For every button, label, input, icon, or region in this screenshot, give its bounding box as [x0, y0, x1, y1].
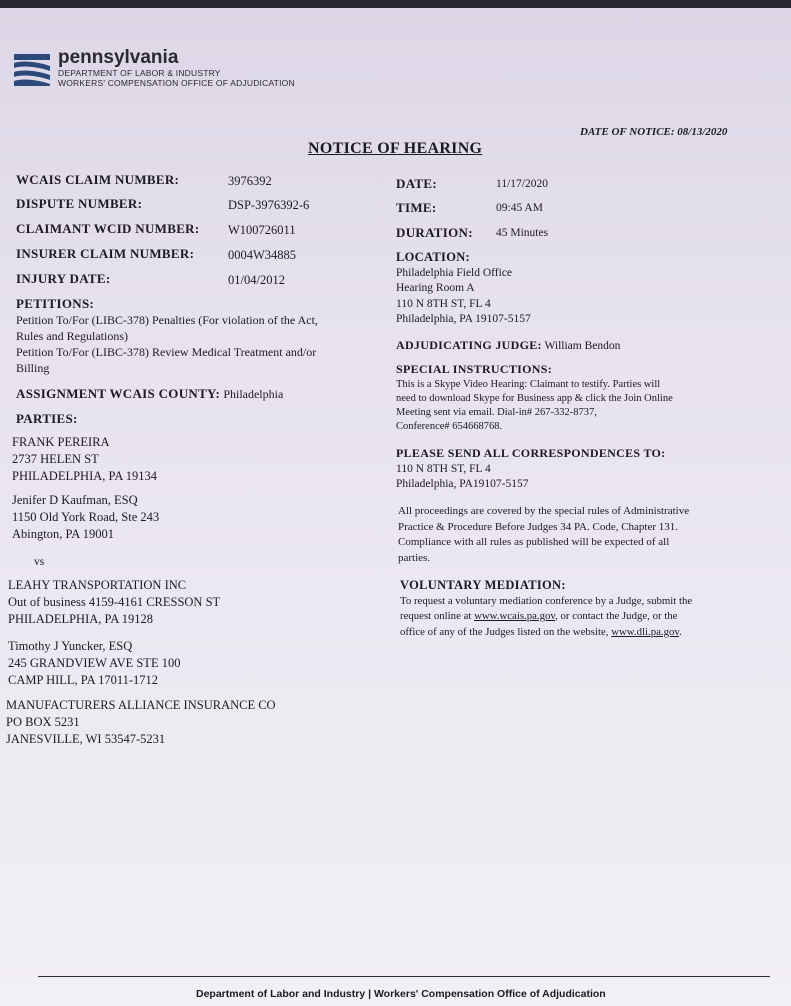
- assignment-county: [16, 385, 283, 403]
- rules-line: parties.: [398, 551, 431, 564]
- wcais-claim-value: 3976392: [228, 174, 272, 188]
- petitions-section: [16, 295, 391, 376]
- address-line: Abington, PA 19001: [12, 527, 114, 541]
- address-line: FRANK PEREIRA: [12, 435, 110, 449]
- employer-counsel-address: [8, 638, 180, 689]
- dli-link[interactable]: www.dli.pa.gov: [611, 625, 680, 638]
- petitions-heading: PETITIONS:: [16, 296, 95, 311]
- address-line: Timothy J Yuncker, ESQ: [8, 639, 133, 653]
- logo-state-name: pennsylvania: [58, 47, 179, 68]
- location-line: Hearing Room A: [396, 282, 475, 294]
- footer-text: Department of Labor and Industry | Workers' Compensation Office of Adjudication: [196, 988, 606, 1000]
- mediation-heading: VOLUNTARY MEDIATION:: [400, 578, 566, 592]
- mediation-text: .: [679, 625, 682, 638]
- injury-date-label: INJURY DATE:: [16, 271, 111, 286]
- insurer-claim-label: INSURER CLAIM NUMBER:: [16, 246, 195, 261]
- mediation-text: office of any of the Judges listed on the website,: [400, 625, 612, 638]
- hearing-time-label: TIME:: [396, 200, 437, 215]
- logo-department: DEPARTMENT OF LABOR & INDUSTRY: [58, 68, 221, 78]
- address-line: PHILADELPHIA, PA 19134: [12, 469, 158, 483]
- mediation-text: , or contact the Judge, or the: [555, 610, 678, 622]
- mediation-line: [400, 609, 790, 625]
- rules-line: All proceedings are covered by the special rules of Administrative: [398, 505, 690, 517]
- correspondence-heading: PLEASE SEND ALL CORRESPONDENCES TO:: [396, 446, 666, 460]
- location-heading: LOCATION:: [396, 250, 471, 264]
- address-line: Jenifer D Kaufman, ESQ: [12, 493, 138, 507]
- petition-line: Petition To/For (LIBC-378) Penalties (For violation of the Act,: [16, 313, 318, 327]
- logo-office: WORKERS' COMPENSATION OFFICE OF ADJUDICATION: [58, 78, 295, 88]
- address-line: JANESVILLE, WI 53547-5231: [6, 732, 166, 746]
- address-line: 245 GRANDVIEW AVE STE 100: [8, 656, 181, 670]
- correspondence-line: Philadelphia, PA19107-5157: [396, 478, 529, 490]
- claimant-wcid-value: W100726011: [228, 223, 296, 237]
- judge-label: ADJUDICATING JUDGE:: [396, 338, 542, 352]
- versus-label: vs: [34, 556, 45, 568]
- injury-date-value: 01/04/2012: [228, 273, 285, 287]
- special-instructions: [396, 362, 786, 434]
- address-line: 1150 Old York Road, Ste 243: [12, 510, 160, 524]
- claimant-wcid-label: CLAIMANT WCID NUMBER:: [16, 221, 200, 236]
- adjudicating-judge: [396, 338, 620, 355]
- location-section: [396, 250, 531, 328]
- hearing-date-label: DATE:: [396, 176, 437, 191]
- wcais-link[interactable]: www.wcais.pa.gov: [474, 610, 556, 622]
- rules-line: Compliance with all rules as published will be expected of all: [398, 536, 670, 548]
- address-line: Out of business 4159-4161 CRESSON ST: [8, 595, 221, 609]
- judge-value: William Bendon: [544, 340, 621, 352]
- petition-line: Petition To/For (LIBC-378) Review Medical Treatment and/or: [16, 345, 317, 359]
- hearing-date-value: 11/17/2020: [496, 178, 548, 190]
- location-line: 110 N 8TH ST, FL 4: [396, 297, 491, 310]
- scan-edge: [0, 0, 791, 8]
- assignment-label: ASSIGNMENT WCAIS COUNTY:: [16, 386, 221, 401]
- hearing-time-value: 09:45 AM: [496, 202, 543, 214]
- voluntary-mediation: [400, 578, 790, 640]
- address-line: 2737 HELEN ST: [12, 452, 99, 466]
- rules-notice: [398, 504, 788, 566]
- location-line: Philadelphia, PA 19107-5157: [396, 313, 531, 325]
- mediation-line: [400, 625, 790, 641]
- address-line: PHILADELPHIA, PA 19128: [8, 612, 154, 626]
- wcais-claim-label: WCAIS CLAIM NUMBER:: [16, 172, 180, 187]
- instruction-line: Conference# 654668768.: [396, 420, 503, 432]
- instruction-line: This is a Skype Video Hearing: Claimant to testify. Parties will: [396, 378, 661, 390]
- page-title: NOTICE OF HEARING: [308, 140, 483, 157]
- address-line: CAMP HILL, PA 17011-1712: [8, 673, 159, 687]
- duration-label: DURATION:: [396, 225, 473, 240]
- insurer-address: [6, 697, 276, 748]
- claimant-address: [12, 434, 157, 485]
- employer-address: [8, 577, 220, 628]
- address-line: PO BOX 5231: [6, 715, 80, 729]
- location-line: Philadelphia Field Office: [396, 266, 513, 279]
- address-line: MANUFACTURERS ALLIANCE INSURANCE CO: [6, 698, 276, 712]
- keystone-logo-icon: [10, 48, 54, 88]
- claimant-counsel-address: [12, 492, 159, 543]
- address-line: LEAHY TRANSPORTATION INC: [8, 578, 187, 592]
- assignment-value: Philadelphia: [223, 387, 284, 401]
- footer-divider: [38, 976, 770, 977]
- correspondence-line: 110 N 8TH ST, FL 4: [396, 462, 491, 475]
- date-of-notice: DATE OF NOTICE: 08/13/2020: [580, 126, 728, 138]
- mediation-text: request online at: [400, 610, 475, 622]
- instruction-line: need to download Skype for Business app & click the Join Online: [396, 392, 673, 404]
- special-instructions-heading: SPECIAL INSTRUCTIONS:: [396, 362, 553, 376]
- petition-line: Billing: [16, 361, 50, 375]
- pa-logo: [10, 48, 295, 88]
- mediation-line: To request a voluntary mediation conference by a Judge, submit the: [400, 594, 693, 607]
- correspondence-section: [396, 446, 665, 493]
- instruction-line: Meeting sent via email. Dial-in# 267-332-8737,: [396, 406, 597, 418]
- rules-line: Practice & Procedure Before Judges 34 PA. Code, Chapter 131.: [398, 520, 679, 533]
- petition-line: Rules and Regulations): [16, 329, 128, 343]
- dispute-number-value: DSP-3976392-6: [228, 198, 310, 212]
- parties-heading: PARTIES:: [16, 411, 78, 426]
- duration-value: 45 Minutes: [496, 227, 549, 239]
- insurer-claim-value: 0004W34885: [228, 248, 297, 262]
- dispute-number-label: DISPUTE NUMBER:: [16, 196, 143, 211]
